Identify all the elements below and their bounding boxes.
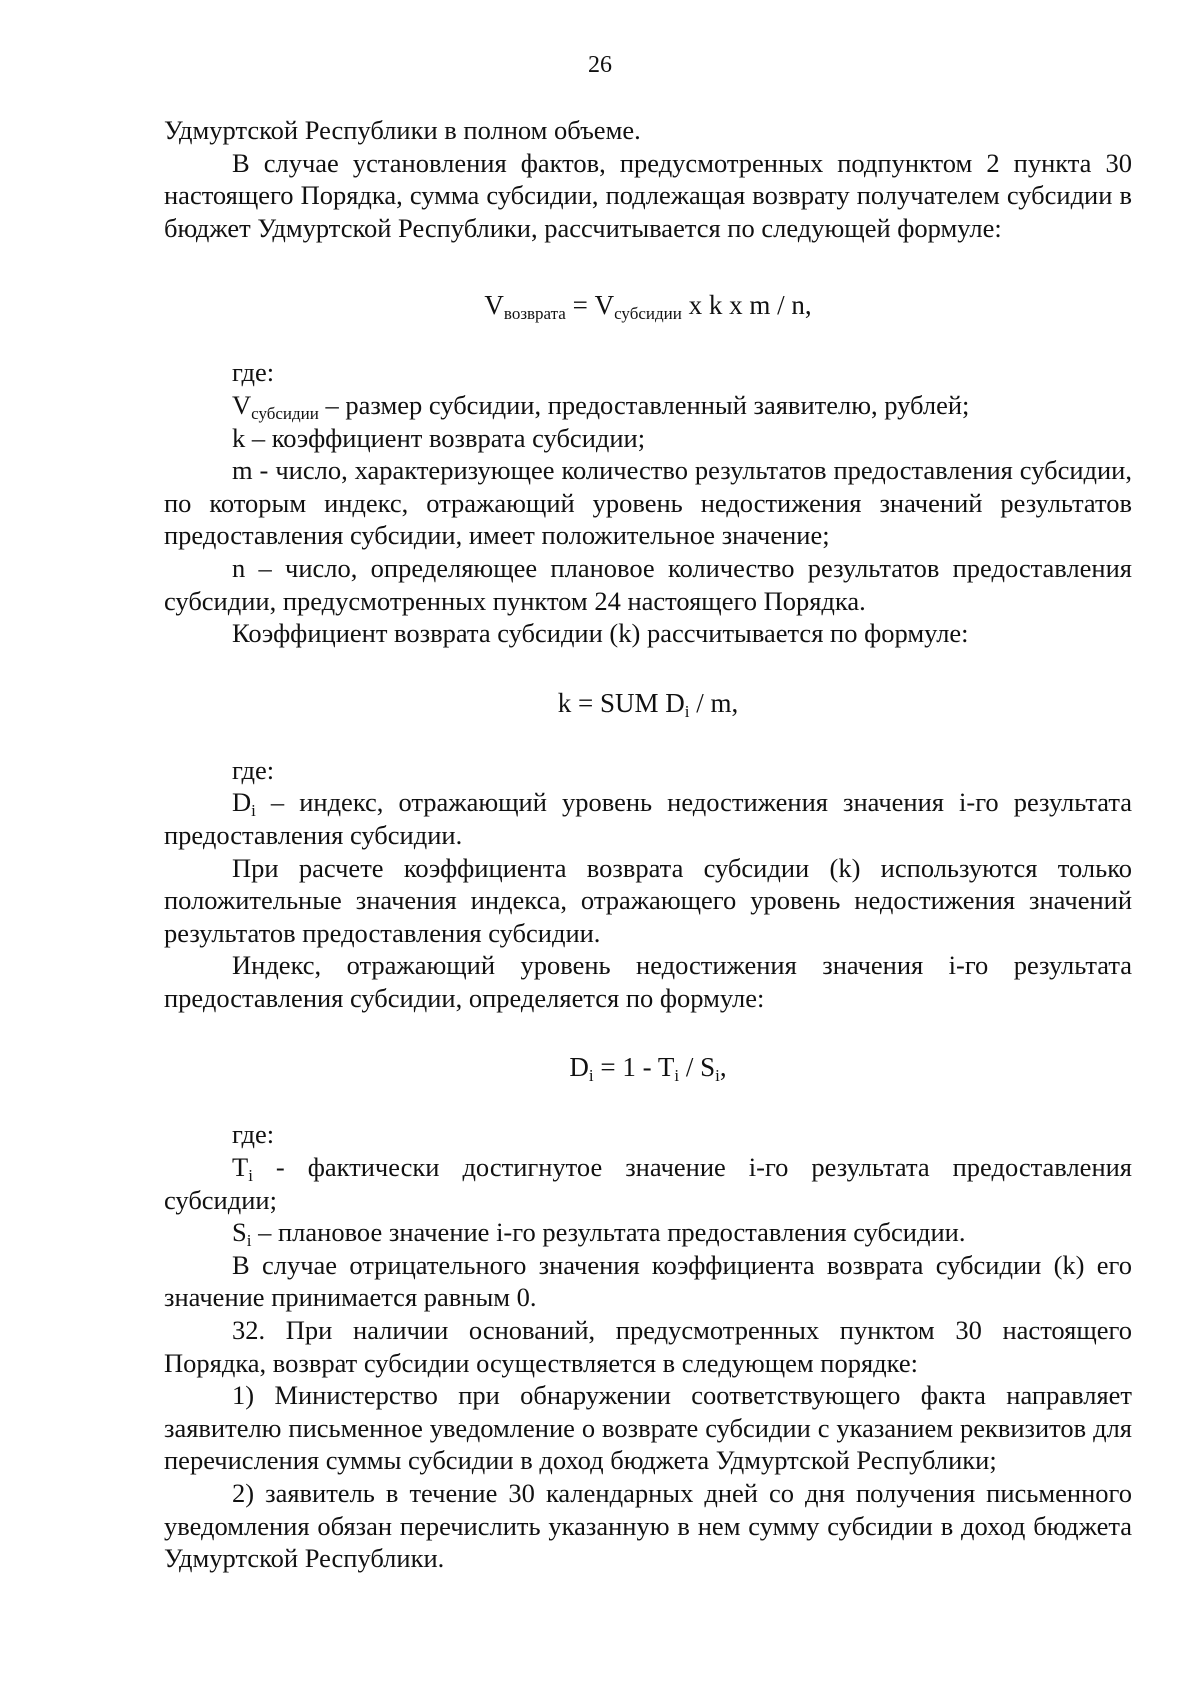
definition-t: $T_i$ - фактически достигнутое значение i-го результата предоставления субсидии; — [164, 1152, 1132, 1215]
definition-d: $D_i$ – индекс, отражающий уровень недостижения значения i-го результата предоставления субсидии. — [164, 787, 1132, 850]
paragraph-continuation: Удмуртской Республики в полном объеме. — [164, 115, 641, 145]
formula-return-coefficient: k = SUM $D_i$ / m, — [557, 687, 739, 721]
paragraph-item-32: 32. При наличии оснований, предусмотренных пунктом 30 настоящего Порядка, возврат субсидии осуществляется в следующем порядке: — [164, 1315, 1132, 1378]
definition-m: m - число, характеризующее количество результатов предоставления субсидии, по которым индекс, отражающий уровень недостижения значений результатов предоставления субсидии, имеет положительное значение; — [164, 455, 1132, 551]
page-content — [164, 114, 1132, 1575]
where-label-2: где: — [232, 754, 275, 785]
paragraph-return-formula-intro: В случае установления фактов, предусмотренных подпунктом 2 пункта 30 настоящего Порядка, сумма субсидии, подлежащая возврату получателем субсидии в бюджет Удмуртской Республики, рассчитывается по следующей формуле: — [164, 147, 1132, 243]
paragraph-negative-value-note: В случае отрицательного значения коэффициента возврата субсидии (k) его значение принимается равным 0. — [164, 1249, 1132, 1313]
paragraph-index-formula-intro: Индекс, отражающий уровень недостижения значения i-го результата предоставления субсидии, определяется по формуле: — [164, 950, 1132, 1013]
where-label-1: где: — [232, 357, 275, 388]
paragraph-positive-values-note: При расчете коэффициента возврата субсидии (k) используются только положительные значения индекса, отражающего уровень недостижения значений результатов предоставления субсидии. — [164, 852, 1132, 948]
definition-k: k – коэффициент возврата субсидии; — [232, 422, 646, 453]
page-number: 26 — [588, 52, 612, 78]
paragraph-step-1: 1) Министерство при обнаружении соответствующего факта направляет заявителю письменное уведомление о возврате субсидии с указанием реквизитов для перечисления суммы субсидии в доход бюджета Удмуртской Республики; — [164, 1380, 1132, 1476]
formula-shortfall-index: $D_i = 1 - T_i / S_i$, — [569, 1052, 727, 1086]
where-label-3: где: — [232, 1119, 275, 1150]
formula-return-amount: $V_{возврата} = V_{субсидии}$ x k x m / n, — [484, 290, 812, 324]
paragraph-k-formula-intro: Коэффициент возврата субсидии (k) рассчитывается по формуле: — [232, 618, 969, 649]
definition-n: n – число, определяющее плановое количество результатов предоставления субсидии, предусмотренных пунктом 24 настоящего Порядка. — [164, 552, 1132, 616]
definition-s: $S_i$ – плановое значение i-го результата предоставления субсидии. — [232, 1217, 966, 1251]
definition-v-subsidy: $V_{субсидии}$ – размер субсидии, предоставленный заявителю, рублей; — [232, 389, 970, 423]
paragraph-step-2: 2) заявитель в течение 30 календарных дней со дня получения письменного уведомления обязан перечислить указанную в нем сумму субсидии в доход бюджета Удмуртской Республики. — [164, 1478, 1132, 1574]
